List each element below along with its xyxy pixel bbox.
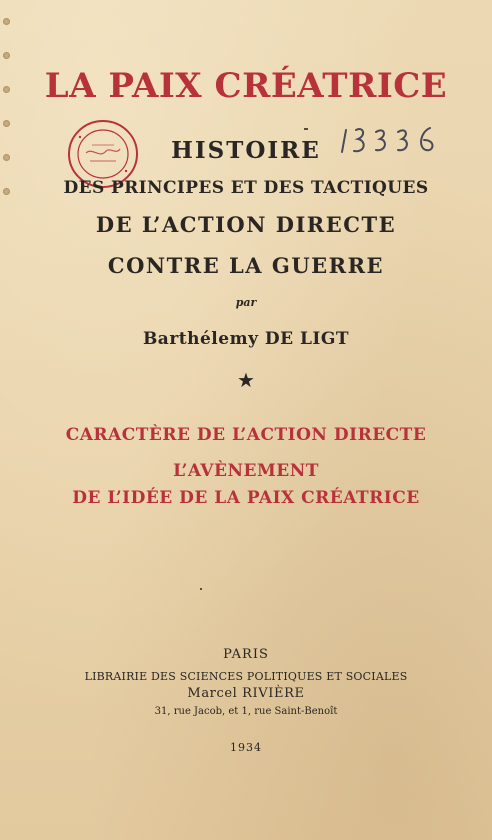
star-icon: ★ [237,368,255,392]
subtitle-line-3: DE L’ACTION DIRECTE [95,212,397,237]
section-title-2: L’AVÈNEMENT [173,461,319,481]
imprint-publisher: LIBRAIRIE DES SCIENCES POLITIQUES ET SOCIALES [84,670,408,683]
ink-fleck [304,128,308,130]
section-title-1: CARACTÈRE DE L’ACTION DIRECTE [65,425,427,445]
subtitle-line-4: CONTRE LA GUERRE [107,253,385,278]
section-title-3: DE L’IDÉE DE LA PAIX CRÉATRICE [72,488,420,508]
by-label: par [235,296,257,309]
imprint-publisher-name: Marcel RIVIÈRE [187,686,305,701]
subtitle-line-2: DES PRINCIPES ET DES TACTIQUES [63,178,429,198]
subtitle-line-1: HISTOIRE [171,137,321,164]
publication-year: 1934 [230,741,262,754]
author-name: Barthélemy DE LIGT [142,329,350,349]
book-title: LA PAIX CRÉATRICE [44,66,448,106]
ink-fleck [200,588,202,590]
imprint-city: PARIS [223,647,269,662]
imprint-address: 31, rue Jacob, et 1, rue Saint-Benoît [154,706,338,717]
